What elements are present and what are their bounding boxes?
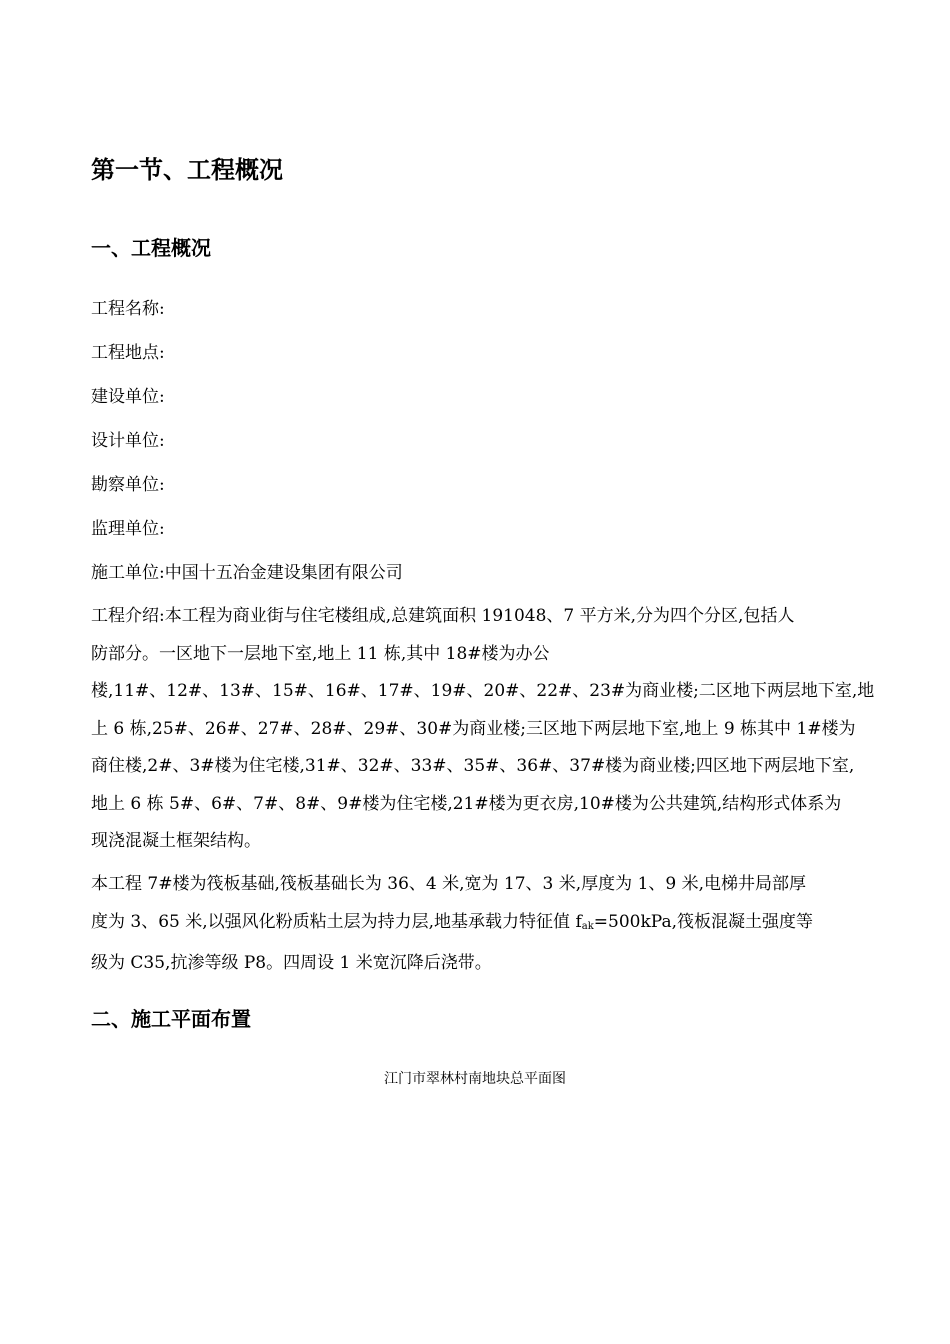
surveyor-field: 勘察单位:: [91, 475, 165, 495]
contractor-field: 施工单位:中国十五冶金建设集团有限公司: [91, 563, 403, 583]
section-title: 第一节、工程概况: [91, 156, 283, 184]
intro-line: 工程介绍:本工程为商业街与住宅楼组成,总建筑面积 191048、7 平方米,分为四个分区,包括人: [91, 606, 795, 626]
foundation-text: =500kPa,筏板混凝土强度等: [593, 911, 814, 932]
overview-heading: 一、工程概况: [91, 236, 211, 260]
foundation-line: 本工程 7#楼为筏板基础,筏板基础长为 36、4 米,宽为 17、3 米,厚度为 1、9 米,电梯井局部厚: [91, 874, 807, 894]
foundation-text: 度为 3、65 米,以强风化粉质粘土层为持力层,地基承载力特征值 f: [91, 911, 582, 932]
foundation-line: [91, 904, 881, 946]
project-introduction: [91, 598, 881, 861]
supervisor-field: 监理单位:: [91, 519, 165, 539]
intro-line: 楼,11#、12#、13#、15#、16#、17#、19#、20#、22#、23#为商业楼;二区地下两层地下室,地: [91, 681, 875, 701]
foundation-paragraph: [91, 866, 881, 983]
project-name-field: 工程名称:: [91, 299, 165, 319]
layout-heading: 二、施工平面布置: [91, 1007, 251, 1031]
intro-line: 上 6 栋,25#、26#、27#、28#、29#、30#为商业楼;三区地下两层地下室,地上 9 栋其中 1#楼为: [91, 718, 856, 739]
intro-line: 现浇混凝土框架结构。: [91, 831, 261, 851]
project-location-field: 工程地点:: [91, 343, 165, 363]
owner-field: 建设单位:: [91, 387, 165, 407]
intro-line: 地上 6 栋 5#、6#、7#、8#、9#楼为住宅楼,21#楼为更衣房,10#楼为公共建筑,结构形式体系为: [91, 793, 842, 814]
designer-field: 设计单位:: [91, 431, 165, 451]
site-plan-caption: 江门市翠林村南地块总平面图: [384, 1071, 566, 1087]
foundation-line: 级为 C35,抗渗等级 P8。四周设 1 米宽沉降后浇带。: [91, 953, 492, 973]
intro-line: 防部分。一区地下一层地下室,地上 11 栋,其中 18#楼为办公: [91, 643, 550, 664]
fak-subscript: ak: [581, 920, 594, 932]
intro-line: 商住楼,2#、3#楼为住宅楼,31#、32#、33#、35#、36#、37#楼为商业楼;四区地下两层地下室,: [91, 756, 855, 776]
